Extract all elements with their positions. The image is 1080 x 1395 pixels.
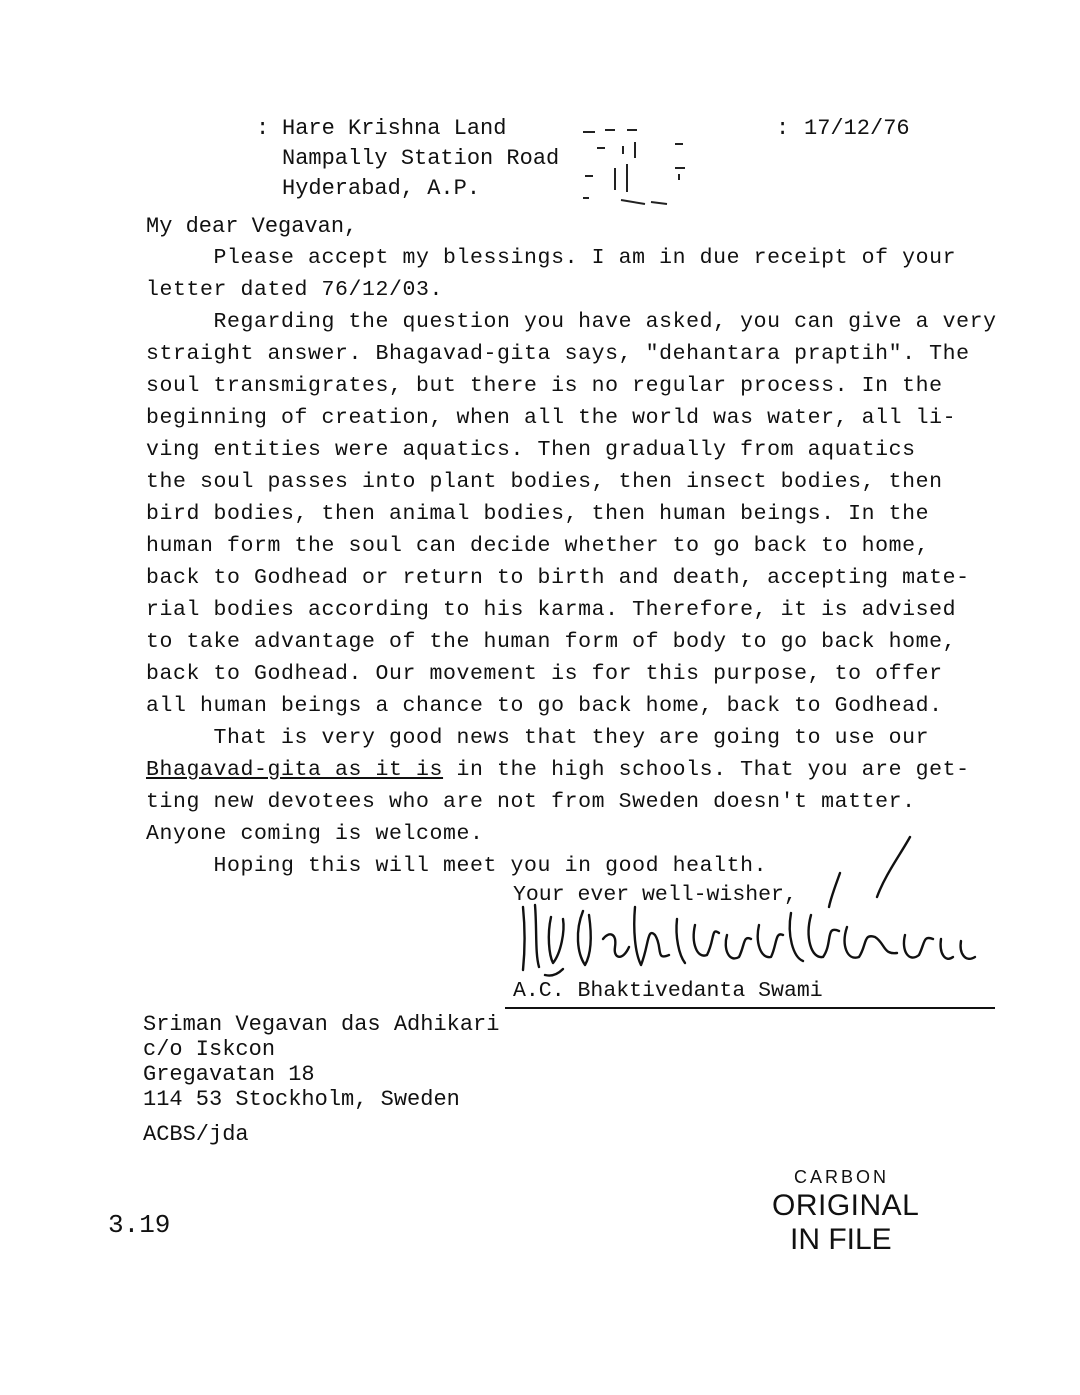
- body-line: back to Godhead. Our movement is for this purpose, to offer: [146, 662, 943, 686]
- body-line: That is very good news that they are going to use our: [146, 726, 930, 750]
- recipient-line: 114 53 Stockholm, Sweden: [143, 1087, 460, 1112]
- book-title: Bhagavad-gita as it is: [146, 758, 444, 782]
- smudge-marks-icon: [575, 118, 695, 210]
- address-line: Hyderabad, A.P.: [282, 176, 481, 201]
- body-line: straight answer. Bhagavad-gita says, "dehantara praptih". The: [146, 342, 970, 366]
- recipient-line: Sriman Vegavan das Adhikari: [143, 1012, 500, 1037]
- body-line: ving entities were aquatics. Then gradually from aquatics: [146, 438, 916, 462]
- body-line: [146, 755, 970, 785]
- body-line: ting new devotees who are not from Sweden doesn't matter.: [146, 790, 916, 814]
- recipient-address: [143, 1012, 499, 1112]
- carbon-stamp: [772, 1165, 922, 1257]
- address-line: Hare Krishna Land: [282, 116, 507, 141]
- body-line-rest: in the high schools. That you are get-: [443, 758, 970, 782]
- reference-initials: ACBS/jda: [143, 1122, 249, 1147]
- body-line: human form the soul can decide whether to go back to home,: [146, 534, 930, 558]
- sender-address: [282, 114, 559, 204]
- stamp-line: ORIGINAL: [772, 1189, 920, 1222]
- date-prefix: :: [776, 116, 790, 141]
- letter-date: 17/12/76: [804, 116, 910, 141]
- body-line: the soul passes into plant bodies, then insect bodies, then: [146, 470, 943, 494]
- closing: Your ever well-wisher,: [513, 883, 797, 907]
- file-mark: 3.19: [108, 1210, 171, 1240]
- body-line: Hoping this will meet you in good health.: [146, 854, 768, 878]
- address-prefix: :: [256, 116, 270, 141]
- body-line: Anyone coming is welcome.: [146, 822, 484, 846]
- recipient-line: c/o Iskcon: [143, 1037, 276, 1062]
- body-line: to take advantage of the human form of body to go back home,: [146, 630, 957, 654]
- signer-name: A.C. Bhaktivedanta Swami: [513, 979, 823, 1003]
- body-line: back to Godhead or return to birth and death, accepting mate-: [146, 566, 970, 590]
- salutation: My dear Vegavan,: [146, 214, 358, 239]
- address-line: Nampally Station Road: [282, 146, 560, 171]
- body-line: bird bodies, then animal bodies, then human beings. In the: [146, 502, 930, 526]
- body-line: all human beings a chance to go back home, back to Godhead.: [146, 694, 943, 718]
- body-line: letter dated 76/12/03.: [146, 278, 444, 302]
- body-line: soul transmigrates, but there is no regular process. In the: [146, 374, 943, 398]
- recipient-line: Gregavatan 18: [143, 1062, 315, 1087]
- body-line: Regarding the question you have asked, you can give a very: [146, 310, 997, 334]
- body-line: Please accept my blessings. I am in due receipt of your: [146, 246, 957, 270]
- stamp-line: IN FILE: [790, 1223, 892, 1256]
- body-line: rial bodies according to his karma. Therefore, it is advised: [146, 598, 957, 622]
- body-line: beginning of creation, when all the world was water, all li-: [146, 406, 957, 430]
- signature-icon: [505, 835, 985, 985]
- signature-rule: [505, 1007, 995, 1009]
- stamp-line: CARBON: [794, 1167, 890, 1187]
